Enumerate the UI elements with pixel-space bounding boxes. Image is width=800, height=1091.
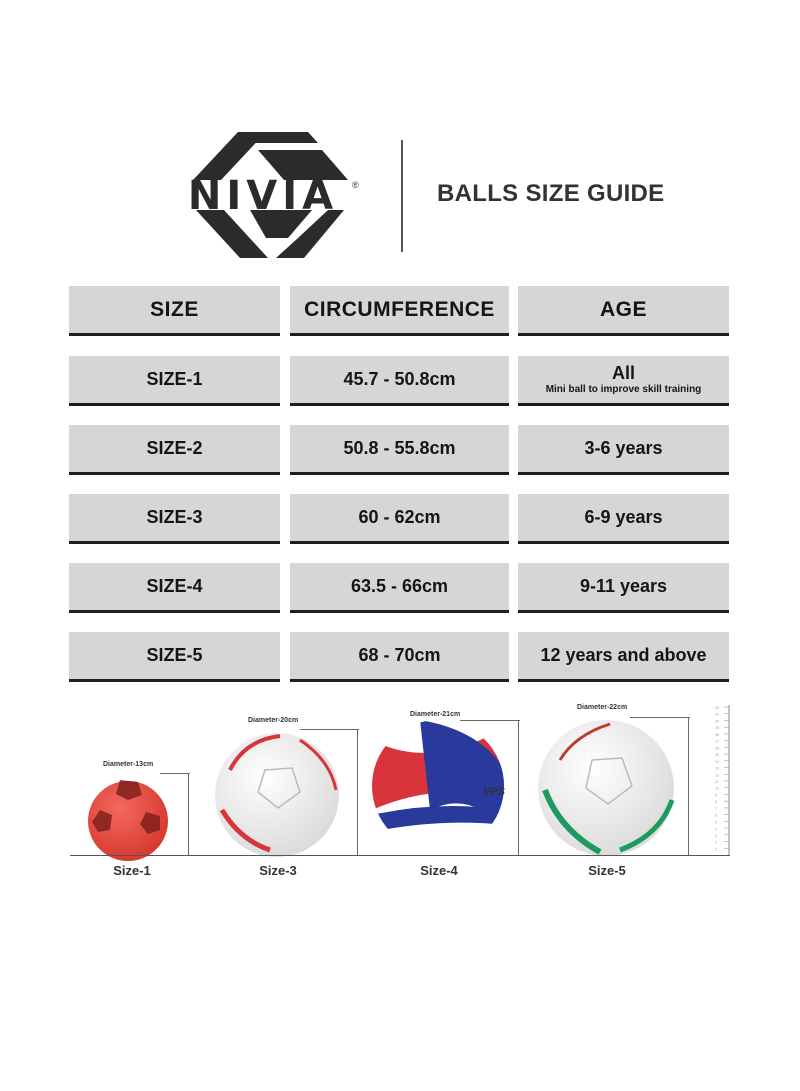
dimension-tick xyxy=(300,729,359,730)
ruler-tick-label: 9 xyxy=(715,793,717,798)
table-cell-size: SIZE-5 xyxy=(69,632,280,682)
ball-label: Size-3 xyxy=(259,863,297,878)
table-cell-circumference: 63.5 - 66cm xyxy=(290,563,509,613)
header xyxy=(0,0,800,270)
ruler-tick-label: 17 xyxy=(715,739,719,744)
ruler-tick-label: 8 xyxy=(715,800,717,805)
registered-mark: ® xyxy=(352,180,359,190)
ruler-tick-label: 19 xyxy=(715,726,719,731)
diameter-label: Diameter-20cm xyxy=(248,717,299,724)
dimension-tick xyxy=(160,773,190,774)
dimension-line xyxy=(518,720,519,855)
ruler-tick-label: 14 xyxy=(715,759,719,764)
ruler-tick-label: 22 xyxy=(715,706,719,710)
dimension-line xyxy=(688,717,689,855)
ruler-tick-label: 7 xyxy=(715,806,717,811)
ruler-tick-label: 18 xyxy=(715,732,719,737)
ball-size-5 xyxy=(538,720,674,856)
table-cell-circumference: 50.8 - 55.8cm xyxy=(290,425,509,475)
page-title: BALLS SIZE GUIDE xyxy=(437,180,665,207)
table-cell-age: 6-9 years xyxy=(518,494,729,544)
ruler-tick-label: 4 xyxy=(715,827,717,832)
table-cell-circumference: 68 - 70cm xyxy=(290,632,509,682)
ruler-tick-label: 10 xyxy=(715,786,719,791)
ruler-tick-label: 11 xyxy=(715,780,719,784)
dimension-line xyxy=(188,773,189,855)
age-note: Mini ball to improve skill training xyxy=(545,384,702,395)
ruler-tick-label: 2 xyxy=(715,840,717,845)
table-cell-age: 3-6 years xyxy=(518,425,729,475)
table-cell-age xyxy=(518,356,729,406)
ruler-tick-label: 20 xyxy=(715,719,719,724)
column-header-age: AGE xyxy=(518,286,729,336)
dimension-tick xyxy=(460,720,520,721)
ball-size-1 xyxy=(88,780,168,861)
brand-name: NIVIA xyxy=(187,173,339,219)
ruler-tick-label: 21 xyxy=(715,712,719,717)
ball-label: Size-1 xyxy=(113,863,151,878)
ground-line xyxy=(70,855,730,856)
ball-label: Size-4 xyxy=(420,863,458,878)
table-cell-age: 9-11 years xyxy=(518,563,729,613)
age-value: All xyxy=(611,363,635,383)
ruler-tick-label: 13 xyxy=(715,766,719,771)
dimension-line xyxy=(357,729,358,855)
column-header-circumference: CIRCUMFERENCE xyxy=(290,286,509,336)
ball-size-3 xyxy=(215,733,339,857)
ruler-tick-label: 16 xyxy=(715,746,719,751)
table-cell-circumference: 60 - 62cm xyxy=(290,494,509,544)
ruler-tick-label: 1 xyxy=(715,847,717,852)
table-cell-size: SIZE-2 xyxy=(69,425,280,475)
diameter-label: Diameter-13cm xyxy=(103,761,154,768)
ruler-tick-label: 5 xyxy=(715,820,717,825)
column-header-size: SIZE xyxy=(69,286,280,336)
ball-brand-text: VPS xyxy=(483,786,506,798)
ball-label: Size-5 xyxy=(588,863,626,878)
ball-size-4 xyxy=(372,720,510,852)
table-cell-size: SIZE-1 xyxy=(69,356,280,406)
table-cell-circumference: 45.7 - 50.8cm xyxy=(290,356,509,406)
measuring-ruler xyxy=(715,705,731,855)
ruler-tick-label: 6 xyxy=(715,813,717,818)
table-cell-age: 12 years and above xyxy=(518,632,729,682)
dimension-tick xyxy=(630,717,690,718)
header-divider xyxy=(401,140,403,252)
diameter-label: Diameter-21cm xyxy=(410,711,461,718)
ruler-tick-label: 12 xyxy=(715,773,719,778)
diameter-label: Diameter-22cm xyxy=(577,704,628,711)
table-cell-size: SIZE-4 xyxy=(69,563,280,613)
ruler-tick-label: 3 xyxy=(715,833,717,838)
table-cell-size: SIZE-3 xyxy=(69,494,280,544)
ruler-tick-label: 15 xyxy=(715,753,719,758)
